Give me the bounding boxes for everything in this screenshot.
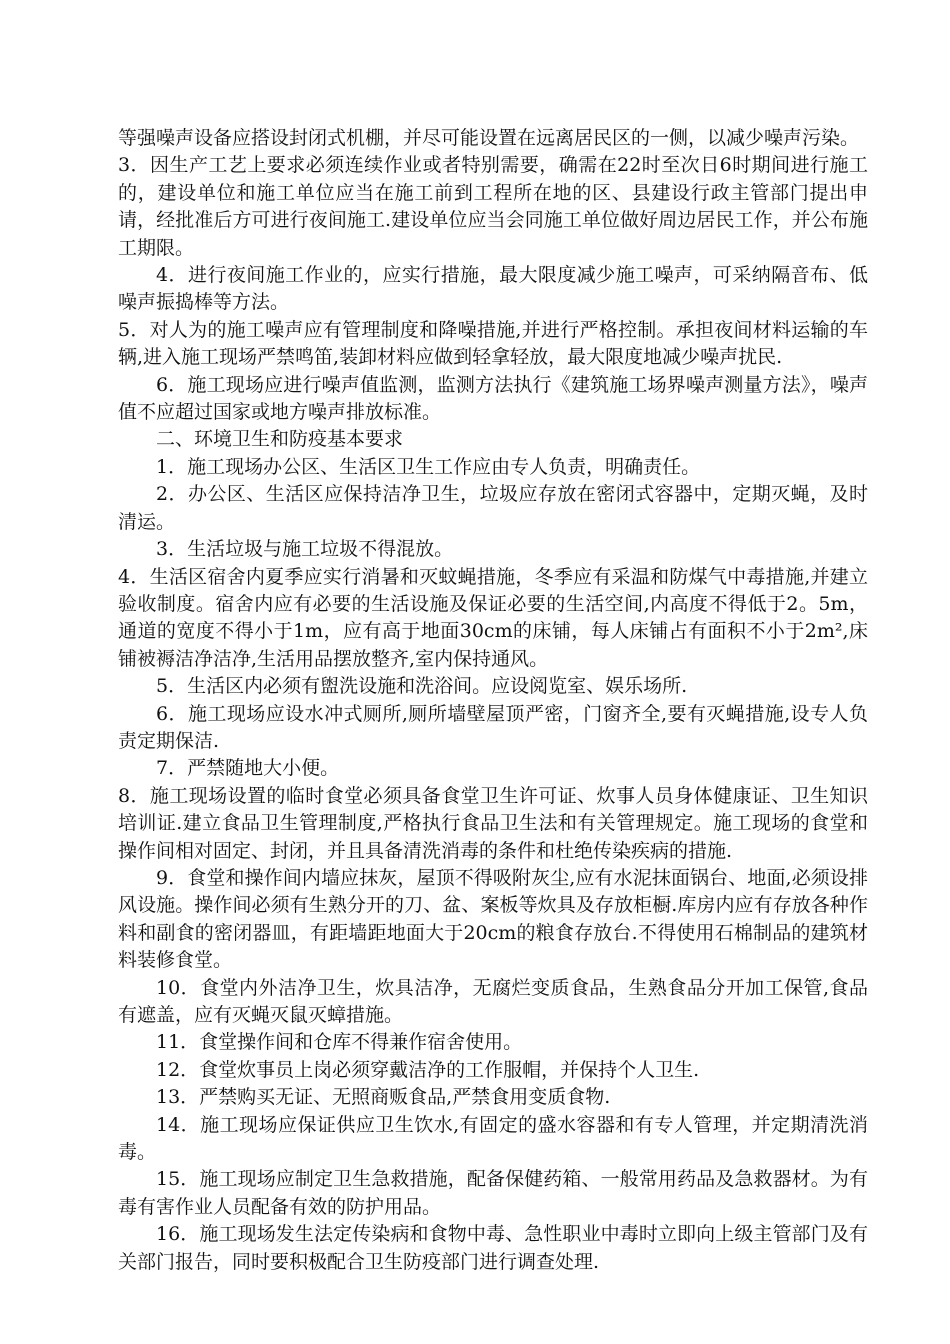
paragraph-drinking-water: 14．施工现场应保证供应卫生饮水,有固定的盛水容器和有专人管理，并定期清洗消毒。 [118, 1113, 868, 1164]
paragraph-first-aid: 15．施工现场应制定卫生急救措施，配备保健药箱、一般常用药品及急救器材。为有毒有害作业人员配备有效的防护用品。 [118, 1168, 868, 1218]
paragraph-dormitory-requirements: 4．生活区宿舍内夏季应实行消暑和灭蚊蝇措施，冬季应有采温和防煤气中毒措施,并建立验收制度。宿舍内应有必要的生活设施及保证必要的生活空间,内高度不得低于2。5m，通道的宽度不得小于1m，应有高于地面30cm的床铺，每人床铺占有面积不小于2m²,床铺被褥洁净洁净,生活用品摆放整齐,室内保持通风。 [118, 565, 868, 670]
paragraph-food-purchase: 13．严禁购买无证、无照商贩食品,严禁食用变质食物. [156, 1086, 611, 1109]
paragraph-canteen-permits: 8．施工现场设置的临时食堂必须具备食堂卫生许可证、炊事人员身体健康证、卫生知识培训证.建立食品卫生管理制度,严格执行食品卫生法和有关管理规定。施工现场的食堂和操作间相对固定、封闭，并且具备清洗消毒的条件和杜绝传染疾病的措施. [118, 784, 868, 862]
paragraph-canteen-construction: 9．食堂和操作间内墙应抹灰，屋顶不得吸附灰尘,应有水泥抹面锅台、地面,必须设排风设施。操作间必须有生熟分开的刀、盆、案板等炊具及存放柜橱.库房内应有存放各种作料和副食的密闭器皿，有距墙距地面大于20cm的粮食存放台.不得使用石棉制品的建筑材料装修食堂。 [118, 866, 868, 972]
paragraph-garbage-separation: 3．生活垃圾与施工垃圾不得混放。 [156, 538, 454, 561]
paragraph-disease-reporting: 16．施工现场发生法定传染病和食物中毒、急性职业中毒时立即向上级主管部门及有关部门报告，同时要积极配合卫生防疫部门进行调查处理. [118, 1223, 868, 1273]
paragraph-washing-facilities: 5．生活区内必须有盥洗设施和洗浴间。应设阅览室、娱乐场所. [156, 675, 688, 698]
paragraph-noise-monitoring: 6．施工现场应进行噪声值监测，监测方法执行《建筑施工场界噪声测量方法》，噪声值不应超过国家或地方噪声排放标准。 [118, 373, 868, 424]
paragraph-human-noise-control: 5．对人为的施工噪声应有管理制度和降噪措施,并进行严格控制。承担夜间材料运输的车辆,进入施工现场严禁鸣笛,装卸材料应做到轻拿轻放，最大限度地减少噪声扰民. [118, 318, 868, 369]
paragraph-canteen-hygiene: 10．食堂内外洁净卫生，炊具洁净，无腐烂变质食品，生熟食品分开加工保管,食品有遮盖，应有灭蝇灭鼠灭蟑措施。 [118, 976, 868, 1026]
paragraph-canteen-no-dormitory: 11．食堂操作间和仓库不得兼作宿舍使用。 [156, 1031, 523, 1054]
paragraph-office-cleanliness: 2．办公区、生活区应保持洁净卫生，垃圾应存放在密闭式容器中，定期灭蝇，及时清运。 [118, 483, 868, 533]
section-heading-sanitation: 二、环境卫生和防疫基本要求 [156, 428, 404, 451]
paragraph-cook-attire: 12．食堂炊事员上岗必须穿戴洁净的工作服帽，并保持个人卫生. [156, 1058, 700, 1081]
paragraph-night-noise-measures: 4．进行夜间施工作业的，应实行措施，最大限度减少施工噪声，可采纳隔音布、低噪声振捣棒等方法。 [118, 264, 868, 314]
paragraph-no-littering: 7．严禁随地大小便。 [156, 757, 340, 780]
paragraph-sanitation-responsibility: 1．施工现场办公区、生活区卫生工作应由专人负责，明确责任。 [156, 455, 701, 478]
paragraph-noise-equipment-shed: 等强噪声设备应搭设封闭式机棚，并尽可能设置在远离居民区的一侧，以减少噪声污染。 [118, 127, 860, 149]
paragraph-night-construction-permit: 3．因生产工艺上要求必须连续作业或者特别需要，确需在22时至次日6时期间进行施工的，建设单位和施工单位应当在施工前到工程所在地的区、县建设行政主管部门提出申请，经批准后方可进行夜间施工.建设单位应当会同施工单位做好周边居民工作，并公布施工期限。 [118, 154, 868, 259]
document-body [118, 125, 868, 1276]
paragraph-toilet-requirements: 6．施工现场应设水冲式厕所,厕所墙壁屋顶严密，门窗齐全,要有灭蝇措施,设专人负责定期保洁. [118, 702, 868, 752]
